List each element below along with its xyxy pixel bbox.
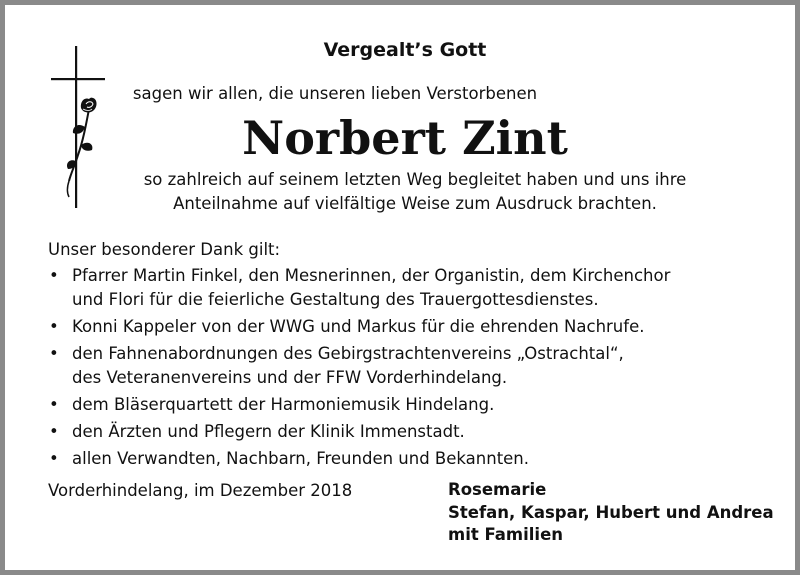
thanks-item xyxy=(48,264,768,312)
thanks-item-line: den Fahnenabordnungen des Gebirgstrachtenvereins „Ostrachtal“, xyxy=(72,344,624,363)
thanks-item-line: dem Bläserquartett der Harmoniemusik Hindelang. xyxy=(72,395,495,414)
thanks-section xyxy=(48,238,768,474)
thanks-item xyxy=(48,315,768,339)
acknowledgement-line: Anteilnahme auf vielfältige Weise zum Ausdruck brachten. xyxy=(173,194,657,213)
deceased-name: Norbert Zint xyxy=(242,111,568,165)
bullet-icon: • xyxy=(49,422,59,441)
bullet-icon: • xyxy=(49,344,59,363)
place-date: Vorderhindelang, im Dezember 2018 xyxy=(48,481,353,500)
signers-block xyxy=(448,479,793,547)
acknowledgement-line: so zahlreich auf seinem letzten Weg begleitet haben und uns ihre xyxy=(143,170,687,189)
bullet-icon: • xyxy=(49,317,59,336)
thanks-item-line: und Flori für die feierliche Gestaltung des Trauergottesdienstes. xyxy=(72,290,599,309)
heading-title: Vergealt’s Gott xyxy=(323,39,487,61)
thanks-item-line: des Veteranenvereins und der FFW Vorderhindelang. xyxy=(72,368,508,387)
acknowledgement-text xyxy=(105,168,725,216)
thanks-item-line: Pfarrer Martin Finkel, den Mesnerinnen, der Organistin, dem Kirchenchor xyxy=(72,266,671,285)
thanks-title: Unser besonderer Dank gilt: xyxy=(48,240,281,259)
thanks-list xyxy=(48,264,768,471)
thanks-item xyxy=(48,342,768,390)
signer-line: Stefan, Kaspar, Hubert und Andrea xyxy=(448,502,774,522)
bullet-icon: • xyxy=(49,266,59,285)
bullet-icon: • xyxy=(49,449,59,468)
signer-line: mit Familien xyxy=(448,525,564,544)
thanks-item-line: den Ärzten und Pflegern der Klinik Immenstadt. xyxy=(72,422,465,441)
thanks-item xyxy=(48,393,768,417)
signer-line: Rosemarie xyxy=(448,480,547,499)
intro-line: sagen wir allen, die unseren lieben Verstorbenen xyxy=(132,84,538,103)
bullet-icon: • xyxy=(49,395,59,414)
thanks-item xyxy=(48,447,768,471)
thanks-item xyxy=(48,420,768,444)
thanks-item-line: Konni Kappeler von der WWG und Markus für die ehrenden Nachrufe. xyxy=(72,317,645,336)
thanks-item-line: allen Verwandten, Nachbarn, Freunden und Bekannten. xyxy=(72,449,530,468)
